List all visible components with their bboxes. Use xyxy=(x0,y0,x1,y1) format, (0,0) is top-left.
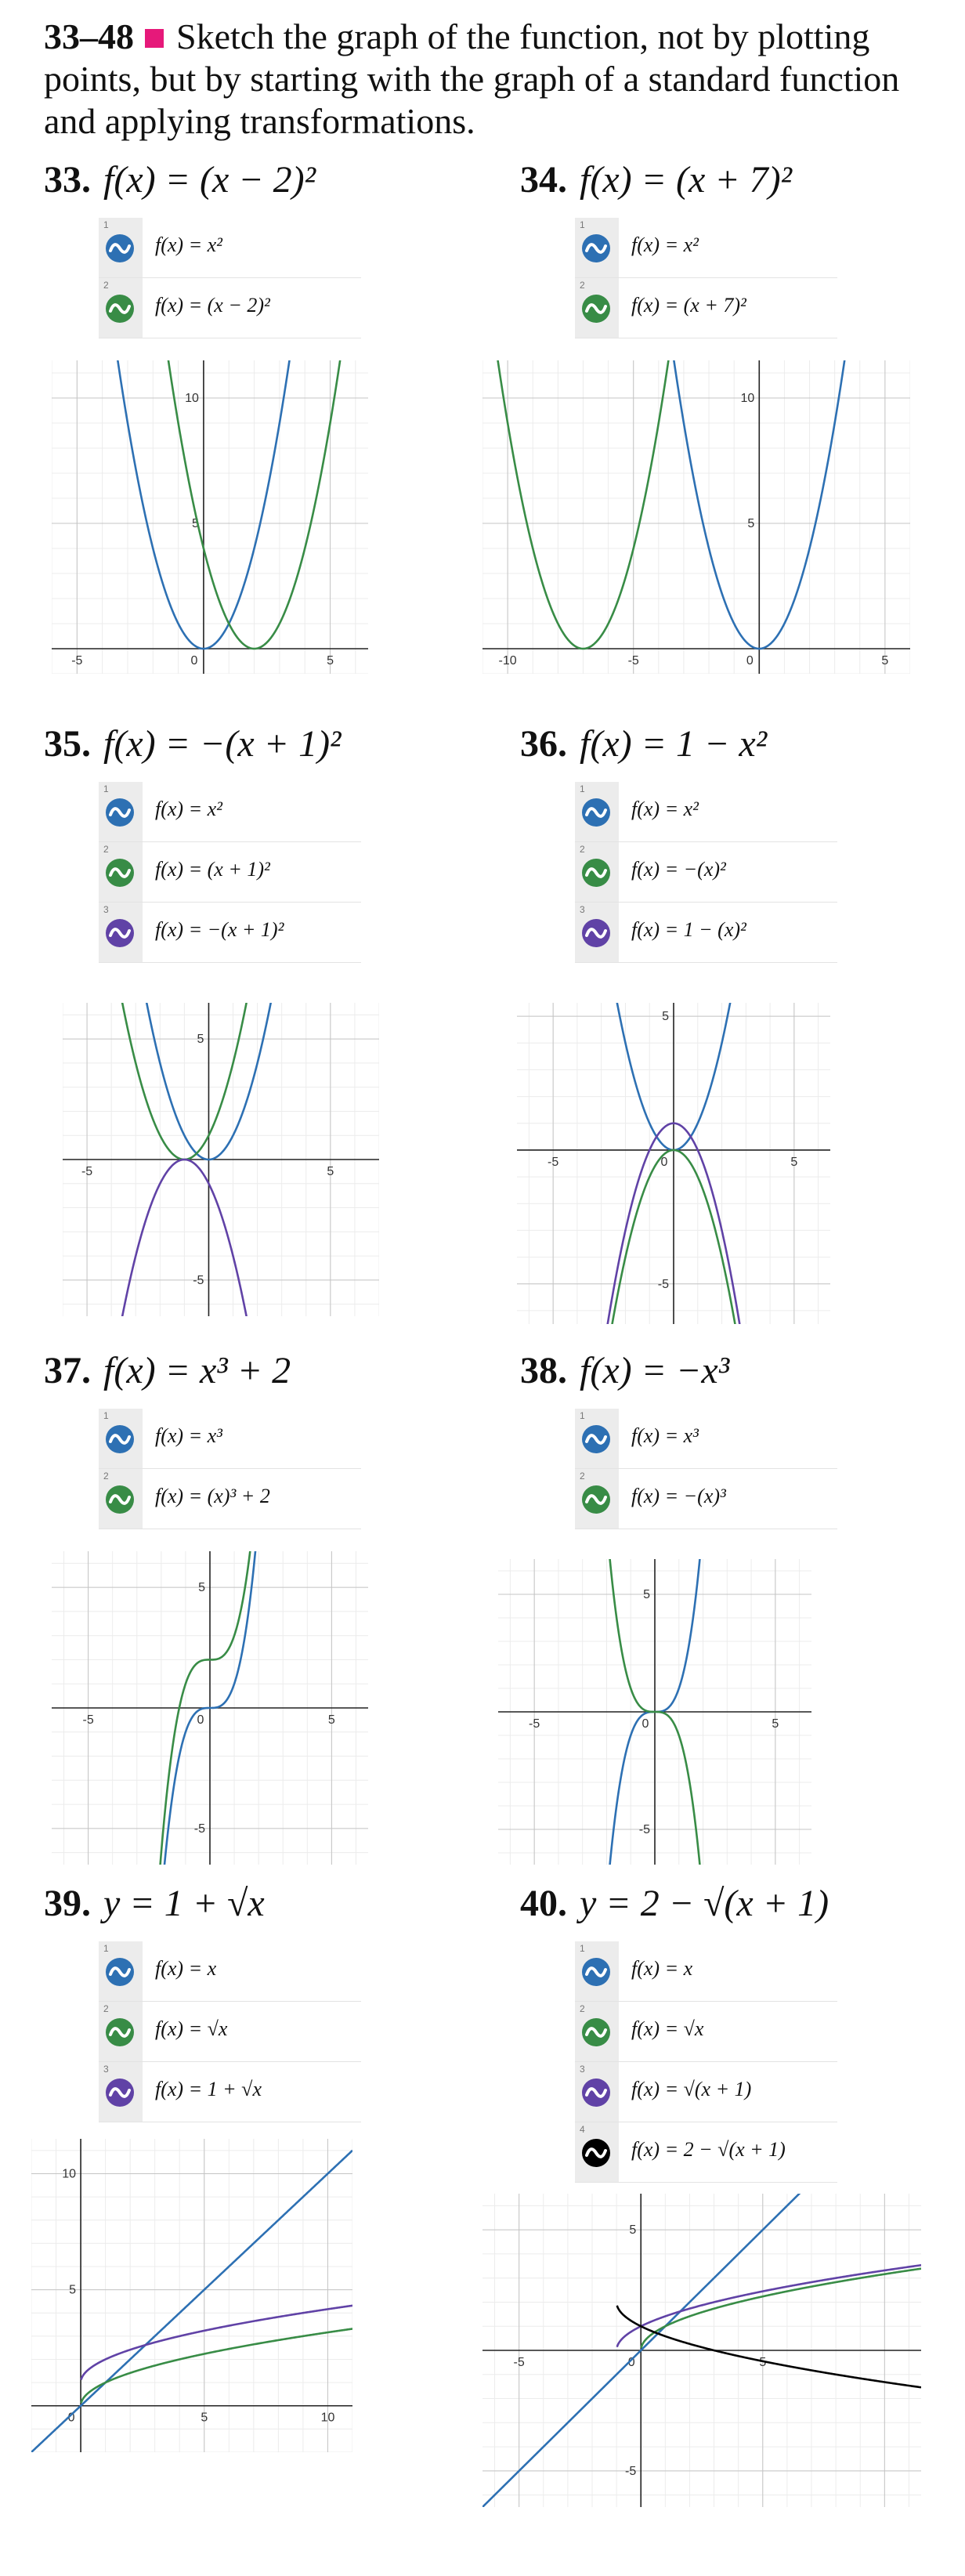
expression-row[interactable] xyxy=(575,2002,837,2062)
wave-icon[interactable] xyxy=(105,918,135,948)
problem-expression: f(x) = 1 − x² xyxy=(580,723,768,765)
wave-icon[interactable] xyxy=(581,294,611,324)
wave-icon[interactable] xyxy=(581,2078,611,2107)
wave-icon[interactable] xyxy=(581,858,611,888)
y-tick-label: -5 xyxy=(624,2464,637,2478)
graph-svg xyxy=(517,1003,830,1324)
problem-number: 36. xyxy=(520,723,567,765)
expression-row[interactable] xyxy=(575,842,837,903)
problem-39 xyxy=(44,1880,498,2122)
series-curve xyxy=(73,360,368,649)
problem-title xyxy=(44,157,498,204)
expression-list xyxy=(99,218,498,338)
graph-39 xyxy=(31,2139,352,2452)
expression-text: f(x) = x² xyxy=(631,233,699,256)
x-tick-label: -5 xyxy=(627,654,639,668)
expression-index: 1 xyxy=(103,1943,109,1954)
x-tick-label: 5 xyxy=(201,2411,208,2425)
y-tick-label: 10 xyxy=(740,392,755,405)
expression-text: f(x) = −(x)³ xyxy=(631,1485,726,1507)
graph-svg xyxy=(482,2194,921,2507)
problem-title xyxy=(520,721,965,768)
wave-icon[interactable] xyxy=(105,1485,135,1514)
problem-35 xyxy=(44,721,498,963)
x-tick-label: 0 xyxy=(660,1155,668,1169)
expression-row[interactable] xyxy=(575,782,837,842)
graph-svg xyxy=(52,1551,368,1865)
wave-icon[interactable] xyxy=(105,858,135,888)
expression-row[interactable] xyxy=(575,903,837,963)
y-tick-label: 10 xyxy=(185,392,199,405)
problem-number: 33. xyxy=(44,159,91,201)
wave-icon[interactable] xyxy=(105,2078,135,2107)
expression-row[interactable] xyxy=(99,2062,361,2122)
problem-title xyxy=(520,1880,965,1927)
expression-index: 2 xyxy=(580,2003,585,2014)
expression-index: 2 xyxy=(580,280,585,291)
x-tick-label: -5 xyxy=(529,1717,540,1731)
wave-icon[interactable] xyxy=(581,918,611,948)
expression-text: f(x) = −(x + 1)² xyxy=(155,918,284,941)
x-tick-label: 0 xyxy=(627,2356,635,2369)
series-curve xyxy=(63,1003,350,1160)
x-tick-label: 5 xyxy=(759,2356,767,2369)
y-tick-label: -5 xyxy=(193,1822,205,1836)
expression-text: f(x) = √x xyxy=(631,2017,704,2040)
wave-icon[interactable] xyxy=(581,1424,611,1454)
expression-text: f(x) = (x − 2)² xyxy=(155,294,270,317)
y-tick-label: 10 xyxy=(62,2167,77,2181)
series-curve xyxy=(63,1160,350,1316)
x-tick-label: 5 xyxy=(772,1717,779,1731)
expression-list xyxy=(99,1941,498,2122)
expression-text: f(x) = x³ xyxy=(631,1424,699,1447)
expression-index: 2 xyxy=(580,844,585,855)
expression-row[interactable] xyxy=(575,2062,837,2122)
expression-row[interactable] xyxy=(99,903,361,963)
wave-icon[interactable] xyxy=(581,1485,611,1514)
x-tick-label: -10 xyxy=(498,654,517,668)
problem-number: 34. xyxy=(520,159,567,201)
graph-36 xyxy=(517,1003,830,1324)
expression-text: f(x) = x² xyxy=(155,233,222,256)
problem-37 xyxy=(44,1348,498,1529)
x-tick-label: 0 xyxy=(197,1713,204,1727)
y-tick-label: 5 xyxy=(629,2223,637,2238)
wave-icon[interactable] xyxy=(581,2138,611,2168)
problem-34 xyxy=(520,157,965,338)
x-tick-label: 0 xyxy=(190,654,198,668)
wave-icon[interactable] xyxy=(581,798,611,827)
graph-svg xyxy=(63,1003,379,1316)
bullet-square-icon xyxy=(145,29,164,48)
y-tick-label: -5 xyxy=(638,1823,650,1836)
x-tick-label: -5 xyxy=(548,1155,559,1169)
x-tick-label: 5 xyxy=(790,1155,798,1169)
x-tick-label: 0 xyxy=(67,2411,75,2425)
y-tick-label: -5 xyxy=(657,1277,669,1291)
problem-number: 35. xyxy=(44,723,91,765)
y-tick-label: 5 xyxy=(197,1033,204,1047)
expression-index: 1 xyxy=(103,219,109,230)
graph-svg xyxy=(498,1559,811,1865)
expression-index: 4 xyxy=(580,2124,585,2135)
expression-row[interactable] xyxy=(99,1941,361,2002)
expression-index: 1 xyxy=(580,219,585,230)
expression-index: 1 xyxy=(103,783,109,794)
expression-index: 3 xyxy=(580,2064,585,2075)
expression-index: 2 xyxy=(580,1471,585,1482)
expression-text: f(x) = 1 − (x)² xyxy=(631,918,746,941)
wave-icon[interactable] xyxy=(105,1424,135,1454)
graph-38 xyxy=(498,1559,811,1865)
x-tick-label: -5 xyxy=(71,654,83,668)
expression-index: 3 xyxy=(103,2064,109,2075)
y-tick-label: 5 xyxy=(198,1581,205,1595)
problem-number: 38. xyxy=(520,1350,567,1391)
y-tick-label: 5 xyxy=(192,517,199,530)
x-tick-label: 5 xyxy=(327,1165,334,1178)
wave-icon[interactable] xyxy=(105,2017,135,2047)
expression-text: f(x) = x³ xyxy=(155,1424,222,1447)
expression-index: 1 xyxy=(103,1410,109,1421)
problem-title xyxy=(44,721,498,768)
expression-index: 3 xyxy=(580,904,585,915)
expression-list xyxy=(575,1409,965,1529)
expression-row[interactable] xyxy=(575,278,837,338)
expression-list xyxy=(99,782,498,963)
wave-icon[interactable] xyxy=(105,798,135,827)
problem-38 xyxy=(520,1348,965,1529)
problem-title xyxy=(44,1348,498,1395)
expression-text: f(x) = 2 − √(x + 1) xyxy=(631,2138,786,2161)
expression-text: f(x) = √(x + 1) xyxy=(631,2078,752,2100)
expression-row[interactable] xyxy=(99,1469,361,1529)
problem-36 xyxy=(520,721,965,963)
graph-40 xyxy=(482,2194,921,2507)
expression-text: f(x) = x² xyxy=(155,798,222,820)
expression-index: 1 xyxy=(580,1943,585,1954)
wave-icon[interactable] xyxy=(105,233,135,263)
expression-row[interactable] xyxy=(99,782,361,842)
expression-index: 2 xyxy=(103,2003,109,2014)
problem-expression: f(x) = −x³ xyxy=(580,1350,730,1391)
problem-title xyxy=(44,1880,498,1927)
expression-text: f(x) = √x xyxy=(155,2017,228,2040)
expression-text: f(x) = x xyxy=(631,1957,693,1980)
series-curve xyxy=(63,1003,374,1160)
expression-row[interactable] xyxy=(99,842,361,903)
wave-icon[interactable] xyxy=(105,1957,135,1987)
problem-40 xyxy=(520,1880,965,2183)
graph-35 xyxy=(63,1003,379,1316)
problem-title xyxy=(520,157,965,204)
expression-text: f(x) = (x + 1)² xyxy=(155,858,270,881)
problem-33 xyxy=(44,157,498,338)
expression-list xyxy=(575,1941,965,2183)
graph-svg xyxy=(482,360,910,674)
series-curve xyxy=(81,2306,352,2380)
expression-index: 1 xyxy=(580,1410,585,1421)
x-tick-label: -5 xyxy=(82,1713,94,1727)
x-tick-label: -5 xyxy=(513,2356,525,2369)
expression-index: 2 xyxy=(103,844,109,855)
expression-text: f(x) = x² xyxy=(631,798,699,820)
expression-text: f(x) = (x)³ + 2 xyxy=(155,1485,270,1507)
x-tick-label: -5 xyxy=(81,1165,93,1178)
expression-index: 2 xyxy=(103,280,109,291)
expression-row[interactable] xyxy=(575,1469,837,1529)
x-tick-label: 5 xyxy=(327,1713,335,1727)
problem-expression: f(x) = −(x + 1)² xyxy=(103,723,342,765)
expression-row[interactable] xyxy=(99,278,361,338)
problem-number: 39. xyxy=(44,1883,91,1924)
expression-index: 3 xyxy=(103,904,109,915)
problem-expression: f(x) = x³ + 2 xyxy=(103,1350,291,1391)
expression-row[interactable] xyxy=(575,2122,837,2183)
graph-33 xyxy=(52,360,368,674)
x-tick-label: 5 xyxy=(327,654,334,668)
graph-svg xyxy=(52,360,368,674)
wave-icon[interactable] xyxy=(581,2017,611,2047)
problem-number: 40. xyxy=(520,1883,567,1924)
wave-icon[interactable] xyxy=(581,1957,611,1987)
graph-34 xyxy=(482,360,910,674)
expression-list xyxy=(575,782,965,963)
expression-list xyxy=(99,1409,498,1529)
expression-index: 1 xyxy=(580,783,585,794)
series-curve xyxy=(482,360,764,649)
problem-range: 33–48 xyxy=(44,16,134,56)
y-tick-label: -5 xyxy=(193,1273,204,1287)
expression-row[interactable] xyxy=(99,218,361,278)
y-tick-label: 5 xyxy=(69,2283,77,2297)
expression-row[interactable] xyxy=(575,218,837,278)
expression-index: 2 xyxy=(103,1471,109,1482)
expression-row[interactable] xyxy=(575,1941,837,2002)
instructions xyxy=(44,16,937,143)
wave-icon[interactable] xyxy=(581,233,611,263)
y-tick-label: 5 xyxy=(747,517,755,530)
problem-expression: f(x) = (x + 7)² xyxy=(580,159,793,201)
x-tick-label: 0 xyxy=(746,654,754,668)
problem-number: 37. xyxy=(44,1350,91,1391)
x-tick-label: 5 xyxy=(881,654,889,668)
expression-list xyxy=(575,218,965,338)
x-tick-label: 0 xyxy=(642,1717,649,1731)
expression-text: f(x) = x xyxy=(155,1957,217,1980)
expression-text: f(x) = −(x)² xyxy=(631,858,726,881)
expression-row[interactable] xyxy=(99,2002,361,2062)
wave-icon[interactable] xyxy=(105,294,135,324)
expression-text: f(x) = (x + 7)² xyxy=(631,294,746,317)
x-tick-label: 10 xyxy=(320,2411,335,2425)
expression-row[interactable] xyxy=(99,1409,361,1469)
instructions-text: Sketch the graph of the function, not by plotting points, but by starting with the graph of a standard function and applying transformations. xyxy=(44,16,900,141)
graph-37 xyxy=(52,1551,368,1865)
expression-text: f(x) = 1 + √x xyxy=(155,2078,262,2100)
y-tick-label: 5 xyxy=(643,1588,650,1601)
problem-expression: y = 2 − √(x + 1) xyxy=(580,1883,829,1924)
series-curve xyxy=(31,2151,352,2452)
problem-expression: f(x) = (x − 2)² xyxy=(103,159,316,201)
series-curve xyxy=(52,360,368,649)
expression-row[interactable] xyxy=(575,1409,837,1469)
graph-svg xyxy=(31,2139,352,2452)
problem-title xyxy=(520,1348,965,1395)
problem-expression: y = 1 + √x xyxy=(103,1883,265,1924)
y-tick-label: 5 xyxy=(662,1010,669,1024)
